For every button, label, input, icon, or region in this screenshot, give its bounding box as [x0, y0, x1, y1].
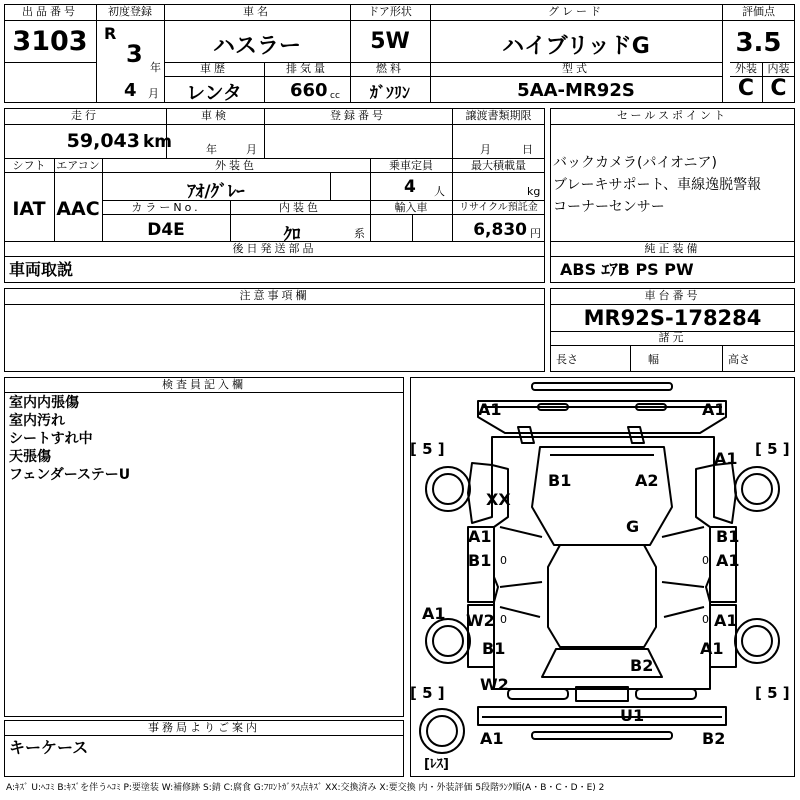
- mark-rear-bumper: U1: [620, 706, 645, 725]
- mark-quarter-right: A1: [700, 639, 724, 658]
- mileage: 59,043: [66, 130, 140, 152]
- capacity: 4: [404, 177, 416, 197]
- sales-point-line: ブレーキサポート、車線逸脱警報: [553, 177, 762, 193]
- mark-fender-fr: A1: [714, 449, 738, 468]
- mark-trunk: B2: [630, 656, 654, 675]
- office-label: 事務局よりご案内: [148, 721, 260, 734]
- displacement-label: 排気量: [286, 62, 328, 75]
- transfer-label: 譲渡書類期限: [465, 109, 532, 122]
- mark-rear-right: B2: [702, 729, 726, 748]
- color-no: D4E: [147, 220, 185, 240]
- mark-windshield: XX: [486, 490, 511, 509]
- mark-hood-left: B1: [548, 471, 572, 490]
- history: レンタ: [186, 82, 242, 104]
- reg-year: 3: [126, 40, 143, 68]
- int-color-label: 内装色: [279, 201, 321, 214]
- recycle-unit: 円: [530, 227, 541, 240]
- lot-number: 3103: [12, 26, 88, 57]
- exterior-label: 外装: [735, 62, 757, 75]
- car-name-label: 車名: [243, 5, 271, 18]
- mark-zero: 0: [500, 554, 507, 567]
- mark-hood-right: A2: [635, 471, 659, 490]
- mileage-unit: km: [143, 132, 173, 152]
- mark-door-fl-2: B1: [468, 551, 492, 570]
- chassis-label: 車台番号: [644, 289, 701, 302]
- lot-label: 出品番号: [22, 5, 78, 18]
- office-note: キーケース: [9, 738, 89, 757]
- later-parts-label: 後日発送部品: [232, 242, 317, 255]
- mark-quarter-left-2: W2: [480, 675, 509, 694]
- mark-door-rl: W2: [466, 611, 495, 630]
- sales-point-line: コーナーセンサー: [553, 199, 665, 215]
- insp-month-unit: 月: [246, 143, 257, 156]
- inspector-note: 室内内張傷: [9, 395, 79, 411]
- damage-legend: A:ｷｽﾞ U:ﾍｺﾐ B:ｷｽﾞを伴うﾍｺﾐ P:要塗装 W:補修跡 S:錆 C:腐食 G:ﾌﾛﾝﾄｶﾞﾗｽ点ｷｽﾞ XX:交換済み X:要交換 内・外装評価 5段階ﾗﾝｸ順(A・B・C・D・E) 2: [6, 783, 605, 793]
- mileage-label: 走行: [71, 109, 99, 122]
- ext-color: ｱｵ/ｸﾞﾚｰ: [187, 182, 245, 202]
- color-no-label: カラーNo.: [131, 201, 201, 214]
- height-label: 高さ: [728, 353, 750, 366]
- first-reg-label: 初度登録: [108, 5, 152, 18]
- notes-label: 注意事項欄: [239, 289, 310, 302]
- mark-rear-left: A1: [480, 729, 504, 748]
- later-parts: 車両取説: [9, 260, 74, 279]
- mark-roof: G: [626, 517, 640, 536]
- mark-door-fl-1: A1: [468, 527, 492, 546]
- import-label: 輸入車: [394, 201, 428, 214]
- exterior-grade: C: [737, 76, 755, 101]
- spare-tire-score: [ﾚｽ]: [424, 757, 449, 772]
- equipment-label: 純正装備: [644, 242, 701, 255]
- score-label: 評価点: [742, 5, 775, 18]
- ext-color-label: 外装色: [215, 159, 257, 172]
- chassis-number: MR92S-178284: [583, 306, 762, 330]
- mark-front-left: A1: [478, 400, 502, 419]
- dims-label: 諸元: [658, 331, 687, 344]
- recycle-label: リサイクル預託金: [459, 202, 538, 213]
- history-label: 車歴: [200, 62, 228, 75]
- sales-points-list: [553, 152, 795, 218]
- insp-year-unit: 年: [206, 143, 217, 156]
- reg-month: 4: [124, 80, 137, 101]
- fuel-label: 燃料: [376, 62, 404, 75]
- mark-quarter-left: B1: [482, 639, 506, 658]
- inspector-note: シートすれ中: [9, 431, 93, 447]
- equipment: ABS ｴｱB PS PW: [560, 260, 694, 279]
- capacity-label: 乗車定員: [389, 159, 433, 172]
- mark-sill-right: A1: [714, 611, 738, 630]
- car-outline-diagram: [410, 377, 795, 777]
- interior-grade: C: [770, 76, 787, 101]
- era: R: [104, 24, 117, 43]
- mark-zero: 0: [702, 613, 709, 626]
- door-label: ドア形状: [368, 5, 412, 18]
- month-unit: 月: [148, 87, 159, 100]
- aircon-label: エアコン: [56, 159, 100, 172]
- tire-fl-score: [ 5 ]: [410, 440, 445, 458]
- max-load-label: 最大積載量: [471, 159, 526, 172]
- max-load-unit: kg: [527, 185, 541, 198]
- model: 5AA-MR92S: [517, 80, 635, 101]
- car-name: ハスラー: [212, 34, 301, 59]
- length-label: 長さ: [556, 353, 578, 366]
- sales-point-line: バックカメラ(パイオニア): [553, 155, 717, 171]
- year-unit: 年: [150, 61, 161, 74]
- score: 3.5: [735, 28, 782, 58]
- reg-number-label: 登録番号: [330, 109, 386, 122]
- mark-zero: 0: [500, 613, 507, 626]
- inspector-note: フェンダーステーU: [9, 467, 131, 483]
- recycle-fee: 6,830: [473, 220, 527, 240]
- inspector-note: 天張傷: [9, 449, 51, 465]
- inspector-label: 検査員記入欄: [162, 378, 246, 391]
- shift: IAT: [12, 198, 46, 220]
- mark-front-right: A1: [702, 400, 726, 419]
- int-color-unit: 系: [354, 227, 365, 240]
- grade-label: グレード: [548, 5, 604, 18]
- tire-rr-score: [ 5 ]: [755, 684, 790, 702]
- sales-points-label: セールスポイント: [616, 109, 728, 122]
- transfer-day-unit: 日: [522, 143, 533, 156]
- fuel: ｶﾞｿﾘﾝ: [369, 83, 410, 102]
- capacity-unit: 人: [434, 185, 445, 198]
- transfer-month-unit: 月: [480, 143, 491, 156]
- door-type: 5W: [370, 29, 410, 54]
- mark-door-fr-1: B1: [716, 527, 740, 546]
- model-label: 型式: [562, 62, 590, 75]
- grade: ハイブリッドG: [502, 34, 650, 59]
- aircon: AAC: [56, 198, 100, 220]
- displacement-unit: cc: [330, 91, 340, 101]
- inspector-notes: [9, 394, 130, 484]
- mark-sill-left: A1: [422, 604, 446, 623]
- mark-door-fr-2: A1: [716, 551, 740, 570]
- displacement: 660: [290, 80, 328, 101]
- width-label: 幅: [648, 353, 659, 366]
- int-color: ｸﾛ: [283, 225, 301, 245]
- inspector-note: 室内汚れ: [9, 413, 65, 429]
- interior-label: 内装: [767, 62, 790, 75]
- shift-label: シフト: [12, 159, 46, 172]
- mark-zero: 0: [702, 554, 709, 567]
- inspection-label: 車検: [201, 109, 229, 122]
- tire-rl-score: [ 5 ]: [410, 684, 445, 702]
- tire-fr-score: [ 5 ]: [755, 440, 790, 458]
